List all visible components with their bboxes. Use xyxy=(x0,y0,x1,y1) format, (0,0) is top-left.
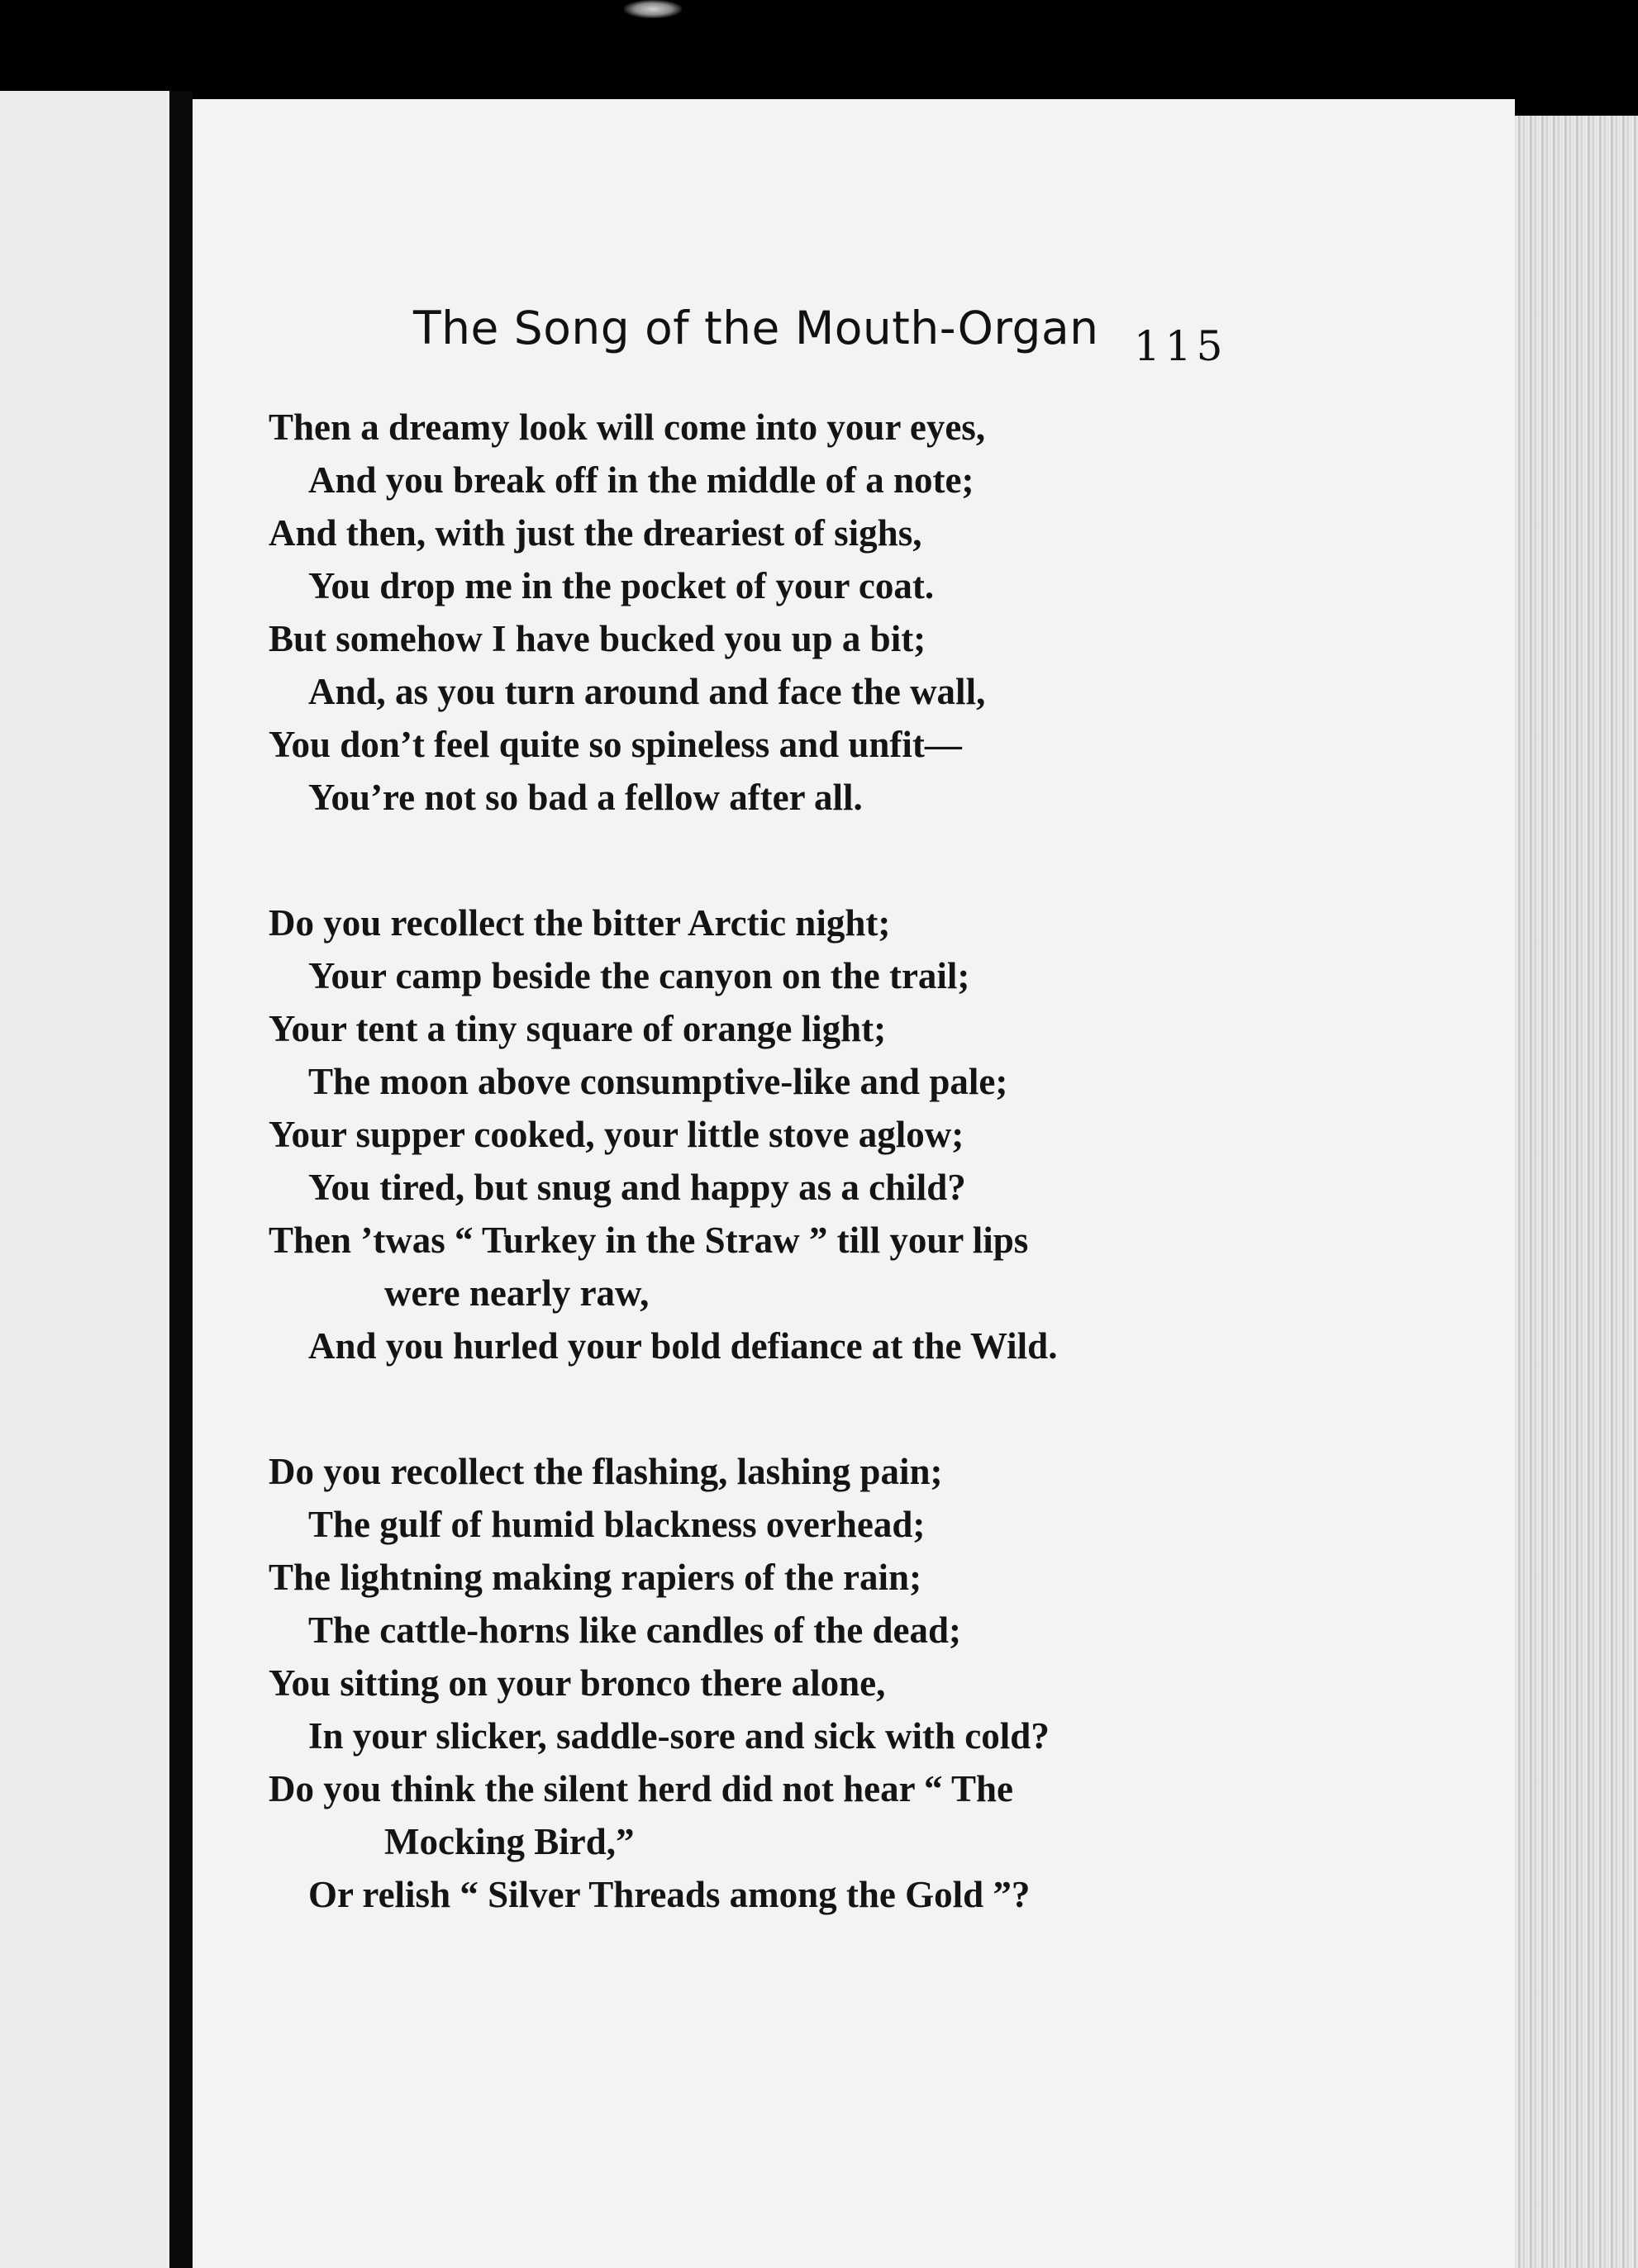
page-block-edges xyxy=(1515,116,1638,2268)
poem-line: Then ’twas “ Turkey in the Straw ” till your lips xyxy=(269,1220,1029,1261)
poem-line: You sitting on your bronco there alone, xyxy=(269,1662,886,1704)
poem-line: The lightning making rapiers of the rain; xyxy=(269,1557,922,1598)
scan-speck xyxy=(624,0,682,18)
poem-line: In your slicker, saddle-sore and sick with cold? xyxy=(308,1715,1050,1757)
poem-line: You’re not so bad a fellow after all. xyxy=(308,777,863,818)
poem-line: And, as you turn around and face the wall, xyxy=(308,671,986,712)
facing-page-edge xyxy=(0,91,169,2268)
poem-line: Do you think the silent herd did not hear “ The xyxy=(269,1768,1014,1809)
poem-line: Do you recollect the bitter Arctic night; xyxy=(269,902,891,944)
running-title: The Song of the Mouth-Organ xyxy=(413,302,1099,354)
poem-line: The cattle-horns like candles of the dead; xyxy=(308,1609,961,1651)
poem-line: You drop me in the pocket of your coat. xyxy=(308,565,935,606)
stanza xyxy=(269,401,1508,824)
poem-line: Or relish “ Silver Threads among the Gold ”? xyxy=(308,1874,1031,1915)
poem-line: Do you recollect the flashing, lashing pain; xyxy=(269,1451,943,1492)
poem-line: Your supper cooked, your little stove aglow; xyxy=(269,1114,964,1155)
poem-line: You don’t feel quite so spineless and unfit— xyxy=(269,724,962,765)
poem-line: And you break off in the middle of a note; xyxy=(308,459,974,501)
poem-line: The moon above consumptive-like and pale; xyxy=(308,1061,1008,1102)
poem-line: And you hurled your bold defiance at the Wild. xyxy=(308,1325,1058,1367)
stanza xyxy=(269,896,1508,1372)
page-number: 115 xyxy=(1134,322,1228,370)
poem-line: Then a dreamy look will come into your eyes, xyxy=(269,407,986,448)
poem-line: were nearly raw, xyxy=(384,1272,650,1314)
book-gutter xyxy=(169,91,193,2268)
poem-text xyxy=(269,401,1508,1994)
stanza xyxy=(269,1445,1508,1921)
poem-line: Mocking Bird,” xyxy=(384,1821,635,1862)
poem-line: The gulf of humid blackness overhead; xyxy=(308,1504,926,1545)
poem-line: You tired, but snug and happy as a child? xyxy=(308,1167,966,1208)
poem-line: And then, with just the dreariest of sighs, xyxy=(269,512,922,554)
poem-line: But somehow I have bucked you up a bit; xyxy=(269,618,926,659)
poem-line: Your tent a tiny square of orange light; xyxy=(269,1008,887,1049)
poem-line: Your camp beside the canyon on the trail; xyxy=(308,955,970,996)
